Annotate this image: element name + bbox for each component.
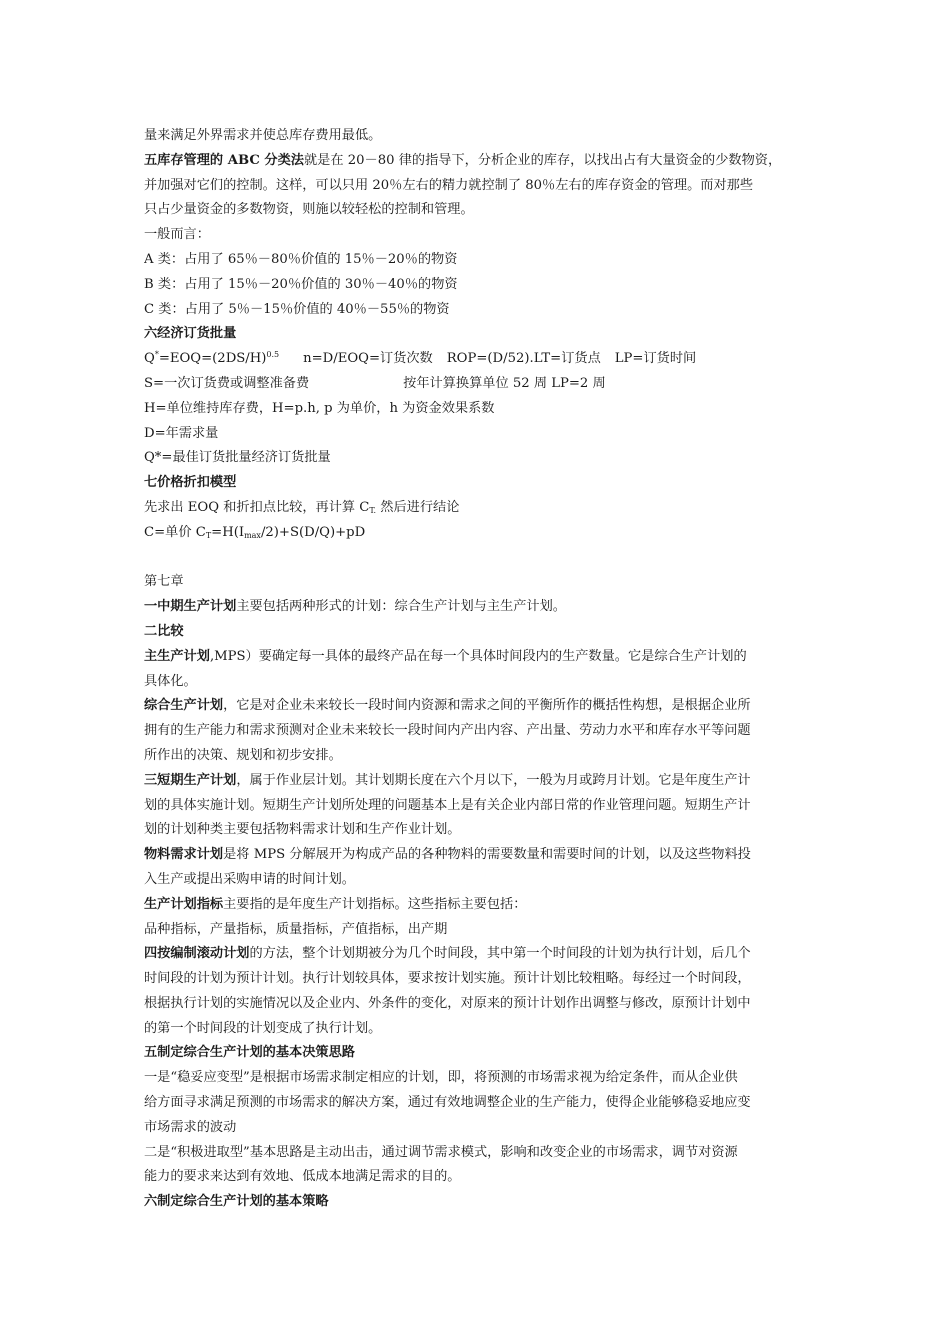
line-text: 市场需求的波动 [144,1119,237,1135]
line-text: 划的计划种类主要包括物料需求计划和生产作业计划。 [144,822,461,838]
text-line [144,422,816,447]
line-text: Q*=最佳订货批量经济订货批量 [144,450,331,466]
bold-term: 五库存管理的 ABC 分类法 [144,152,304,168]
text-line [144,496,816,521]
line-text: 一是“稳妥应变型”是根据市场需求制定相应的计划，即，将预测的市场需求视为给定条件，而从企业供 [144,1070,738,1086]
formula-superscript: * [154,350,159,360]
text-line [144,248,816,273]
text-line [144,347,816,372]
line-text: 的方法，整个计划期被分为几个时间段，其中第一个时间段的计划为执行计划，后几个 [249,946,751,962]
line-text: 所作出的决策、规划和初步安排。 [144,747,342,763]
text-line [144,893,816,918]
formula-q: Q [144,351,155,367]
bold-term: 六经济订货批量 [144,326,237,342]
line-text: B 类：占用了 15％－20％价值的 30％－40％的物资 [144,276,458,292]
text-line [144,1165,816,1190]
text-line [144,719,816,744]
text-line [144,174,816,199]
bold-term: 四按编制滚动计划 [144,946,250,962]
bold-term: 综合生产计划 [144,698,224,714]
formula-part: C=单价 C [144,524,206,540]
line-text: 一般而言： [144,227,210,243]
bold-term: 七价格折扣模型 [144,475,237,491]
text-line [144,372,816,397]
bold-term: 主生产计划 [144,648,210,664]
line-text: 先求出 EOQ 和折扣点比较，再计算 C [144,499,370,515]
line-text: 时间段的计划为预计计划。执行计划较具体，要求按计划实施。预计计划比较粗略。每经过一个时间段， [144,971,751,987]
bold-term: 生产计划指标 [144,896,224,912]
text-line [144,298,816,323]
line-text: 根据执行计划的实施情况以及企业内、外条件的变化，对原来的预计计划作出调整与修改，原预计计划中 [144,995,751,1011]
definition-s: S=一次订货费或调整准备费 [144,375,310,391]
text-line [144,521,816,546]
text-line [144,843,816,868]
subscript: max [244,530,261,540]
text-line [144,942,816,967]
text-line [144,149,816,174]
line-text: C 类：占用了 5％－15％价值的 40％－55％的物资 [144,301,450,317]
line-text: 量来满足外界需求并使总库存费用最低。 [144,128,382,143]
line-text: H=单位维持库存费，H=p.h, p 为单价，h 为资金效果系数 [144,400,495,416]
line-text: ,MPS）要确定每一具体的最终产品在每一个具体时间段内的生产数量。它是综合生产计划的 [209,648,747,664]
document-body [144,124,816,1215]
section-heading [144,322,816,347]
formula-part: /2)+S(D/Q)+pD [260,524,366,540]
text-line [144,670,816,695]
line-text: ，属于作业层计划。其计划期长度在六个月以下，一般为月或跨月计划。它是年度生产计 [236,772,751,788]
line-text: ，它是对企业未来较长一段时间内资源和需求之间的平衡所作的概括性构想，是根据企业所 [223,698,751,714]
line-text: 第七章 [144,574,184,590]
text-line [144,794,816,819]
text-line [144,694,816,719]
text-line [144,1017,816,1042]
bold-term: 物料需求计划 [144,847,224,863]
line-text: D=年需求量 [144,425,219,441]
text-line [144,967,816,992]
formula-order-count: n=D/EOQ=订货次数 [303,351,433,367]
text-line [144,645,816,670]
line-text: 然后进行结论 [376,499,460,515]
text-line [144,124,816,149]
line-text: 能力的要求来达到有效地、低成本地满足需求的目的。 [144,1169,461,1185]
line-text: 主要指的是年度生产计划指标。这些指标主要包括： [223,896,527,912]
formula-reorder-point: ROP=(D/52).LT=订货点 [446,351,601,367]
line-text: 拥有的生产能力和需求预测对企业未来较长一段时间内产出内容、产出量、劳动力水平和库存水平等问题 [144,723,751,739]
bold-term: 六制定综合生产计划的基本策略 [144,1194,329,1210]
line-text: 只占少量资金的多数物资，则施以较轻松的控制和管理。 [144,202,474,218]
line-text: 是将 MPS 分解展开为构成产品的各种物料的需要数量和需要时间的计划，以及这些物料投 [223,847,751,863]
section-heading [144,1041,816,1066]
text-line [144,1091,816,1116]
formula-exponent: 0.5 [266,350,280,360]
text-line [144,1066,816,1091]
text-line [144,397,816,422]
subscript: T [205,530,212,540]
line-text: 品种指标，产量指标，质量指标，产值指标，出产期 [144,921,448,937]
bold-term: 一中期生产计划 [144,599,237,615]
text-line [144,1116,816,1141]
text-line [144,744,816,769]
text-line [144,918,816,943]
subscript: T. [369,505,377,515]
text-line [144,570,816,595]
bold-term: 五制定综合生产计划的基本决策思路 [144,1045,355,1061]
section-heading [144,471,816,496]
line-text: 二是“积极进取型”基本思路是主动出击，通过调节需求模式，影响和改变企业的市场需求，调节对资源 [144,1144,738,1160]
text-line [144,769,816,794]
bold-term: 三短期生产计划 [144,772,237,788]
line-text: 具体化。 [144,673,197,689]
line-text: 并加强对它们的控制。这样，可以只用 20％左右的精力就控制了 80％左右的库存资金的管理。而对那些 [144,177,754,193]
line-text: 主要包括两种形式的计划：综合生产计划与主生产计划。 [236,599,566,615]
line-text: 就是在 20－80 律的指导下，分析企业的库存，以找出占有大量资金的少数物资， [304,152,782,168]
line-text: 的第一个时间段的计划变成了执行计划。 [144,1020,382,1036]
formula-lead-time: LP=订货时间 [614,351,697,367]
definition-weeks: 按年计算换算单位 52 周 LP=2 周 [403,375,606,391]
text-line [144,818,816,843]
line-text: A 类：占用了 65％－80％价值的 15％－20％的物资 [144,251,458,267]
line-text: 入生产或提出采购申请的时间计划。 [144,871,355,887]
text-line [144,992,816,1017]
text-line [144,446,816,471]
formula-part: =H(I [211,524,245,540]
line-text: 给方面寻求满足预测的市场需求的解决方案，通过有效地调整企业的生产能力，使得企业能够稳妥地应变 [144,1095,751,1111]
text-line [144,273,816,298]
section-heading [144,1190,816,1215]
section-heading [144,620,816,645]
blank-line [144,546,816,571]
bold-term: 二比较 [144,623,184,639]
text-line [144,223,816,248]
line-text: 划的具体实施计划。短期生产计划所处理的问题基本上是有关企业内部日常的作业管理问题。短期生产计 [144,797,751,813]
text-line [144,595,816,620]
formula-eoq: =EOQ=(2DS/H) [158,351,267,367]
text-line [144,198,816,223]
text-line [144,1141,816,1166]
text-line [144,868,816,893]
